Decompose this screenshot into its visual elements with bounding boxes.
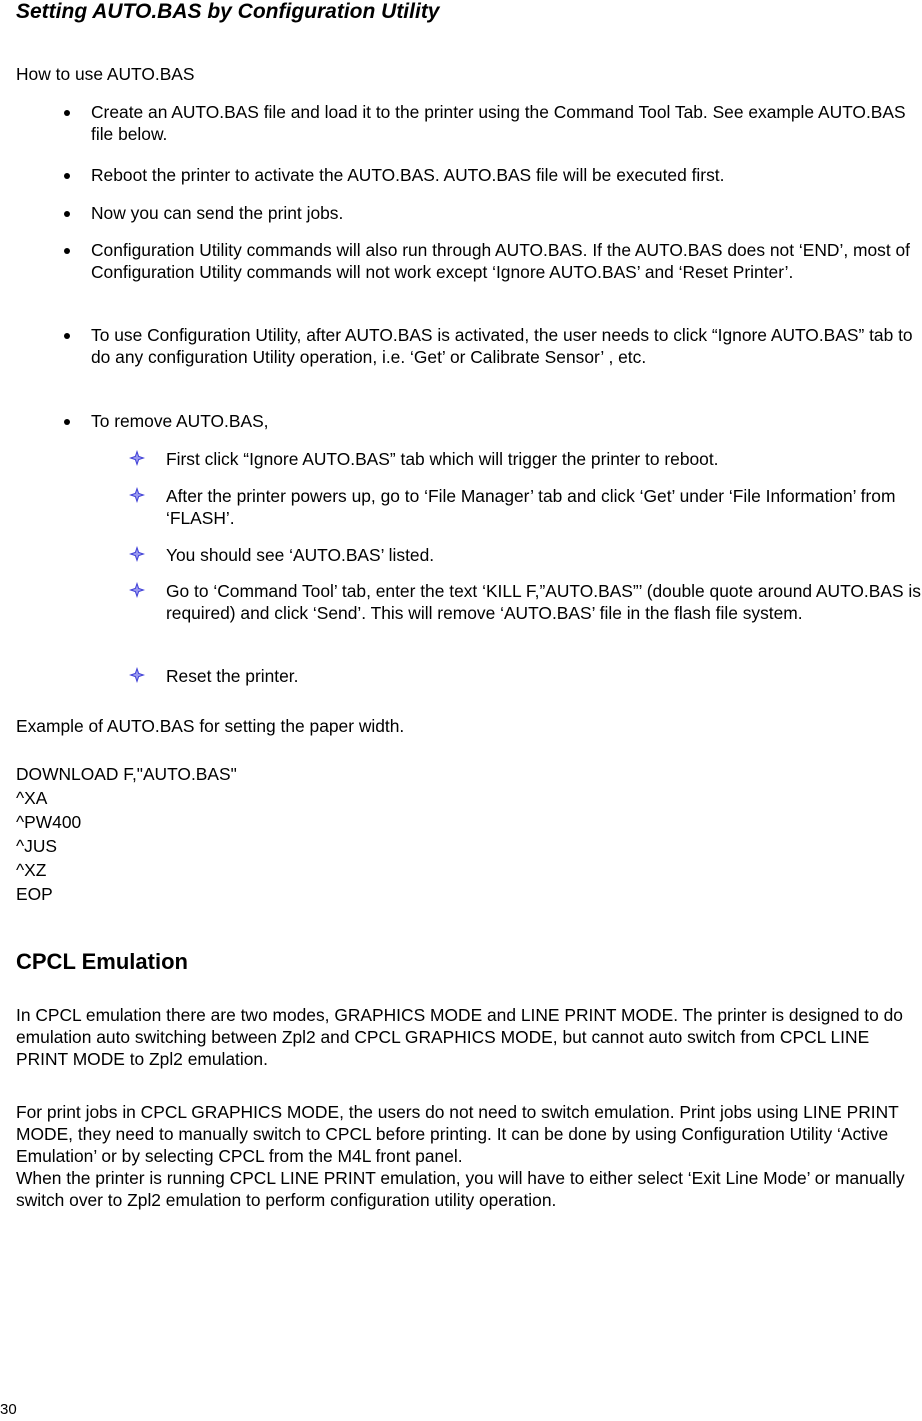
code-line: ^JUS — [16, 836, 58, 856]
sub-bullet-text: After the printer powers up, go to ‘File Manager’ tab and click ‘Get’ under ‘File Information’ from ‘FLASH’. — [166, 486, 896, 528]
sub-bullet-text: Reset the printer. — [166, 666, 299, 686]
code-line: EOP — [16, 884, 53, 904]
star-bullet-icon — [128, 581, 146, 599]
bullet-icon — [64, 211, 70, 217]
bullet-text: Configuration Utility commands will also run through AUTO.BAS. If the AUTO.BAS does not ‘END’, most of Configuration Utility commands will not work except ‘Ignore AUTO.BAS’ and ‘Reset Printer’. — [91, 240, 910, 282]
section-heading: CPCL Emulation — [16, 949, 188, 974]
page-heading: Setting AUTO.BAS by Configuration Utility — [16, 0, 440, 23]
code-block — [16, 762, 237, 906]
section-paragraph: For print jobs in CPCL GRAPHICS MODE, the users do not need to switch emulation. Print jobs using LINE PRINT MODE, they need to manually switch to CPCL before printing. It can be done by using Configuration Utility ‘Active Emulation’ or by selecting CPCL from the M4L front panel. — [16, 1102, 899, 1166]
sub-bullet-text: First click “Ignore AUTO.BAS” tab which will trigger the printer to reboot. — [166, 449, 719, 469]
code-line: ^XA — [16, 788, 48, 808]
bullet-text: To remove AUTO.BAS, — [91, 411, 269, 431]
bullet-icon — [64, 333, 70, 339]
star-bullet-icon — [128, 486, 146, 504]
star-bullet-icon — [128, 545, 146, 563]
bullet-icon — [64, 173, 70, 179]
code-line: DOWNLOAD F,"AUTO.BAS" — [16, 764, 237, 784]
sub-bullet-text: You should see ‘AUTO.BAS’ listed. — [166, 545, 435, 565]
bullet-text: Reboot the printer to activate the AUTO.BAS. AUTO.BAS file will be executed first. — [91, 165, 725, 185]
intro-text: How to use AUTO.BAS — [16, 64, 195, 84]
code-line: ^PW400 — [16, 812, 82, 832]
star-bullet-icon — [128, 449, 146, 467]
section-paragraph: In CPCL emulation there are two modes, GRAPHICS MODE and LINE PRINT MODE. The printer is designed to do emulation auto switching between Zpl2 and CPCL GRAPHICS MODE, but cannot auto switch from CPCL LINE PRINT MODE to Zpl2 emulation. — [16, 1005, 903, 1069]
bullet-icon — [64, 419, 70, 425]
star-bullet-icon — [128, 666, 146, 684]
code-line: ^XZ — [16, 860, 47, 880]
page-number: 30 — [0, 1401, 17, 1418]
sub-bullet-text: Go to ‘Command Tool’ tab, enter the text ‘KILL F,”AUTO.BAS”’ (double quote around AUTO.BAS is required) and click ‘Send’. This will remove ‘AUTO.BAS’ file in the flash file system. — [166, 581, 921, 623]
bullet-text: Create an AUTO.BAS file and load it to the printer using the Command Tool Tab. See example AUTO.BAS file below. — [91, 102, 906, 144]
section-paragraph: When the printer is running CPCL LINE PRINT emulation, you will have to either select ‘Exit Line Mode’ or manually switch over to Zpl2 emulation to perform configuration utility operation. — [16, 1168, 905, 1210]
bullet-icon — [64, 110, 70, 116]
bullet-icon — [64, 248, 70, 254]
example-caption: Example of AUTO.BAS for setting the paper width. — [16, 716, 405, 736]
bullet-text: To use Configuration Utility, after AUTO.BAS is activated, the user needs to click “Ignore AUTO.BAS” tab to do any configuration Utility operation, i.e. ‘Get’ or Calibrate Sensor’ , etc. — [91, 325, 913, 367]
bullet-text: Now you can send the print jobs. — [91, 203, 344, 223]
